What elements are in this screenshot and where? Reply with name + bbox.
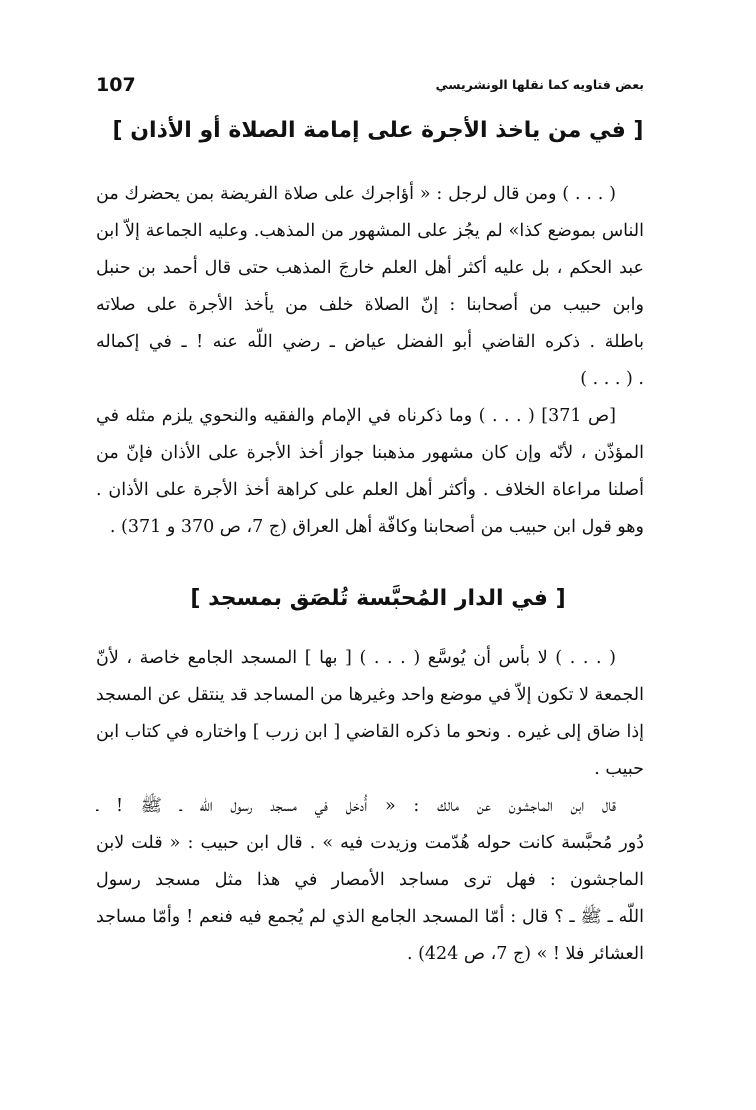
text-line: ( . . . ) لا بأس أن يُوسَّع ( . . . ) [ بها ] المسجد الجامع خاصة ، لأنّ [96, 648, 616, 668]
text-line: [ص 371] ( . . . ) وما ذكرناه في الإمام والفقيه والنحوي يلزم مثله في [96, 406, 616, 426]
page-number: 107 [96, 74, 136, 96]
section-title-wages-for-imamate: [ في من ياخذ الأجرة على إمامة الصلاة أو الأذان ] [112, 118, 644, 143]
text-line: . ( . . . ) [580, 369, 644, 389]
text-line: ( . . . ) ومن قال لرجل : « أؤاجرك على صلاة الفريضة بمن يحضرك من [96, 184, 616, 204]
text-line: المؤذّن ، لأنّه وإن كان مشهور مذهبنا جواز أخذ الأجرة على الأذان فإنّ من [96, 443, 644, 463]
paragraph-ibn-majishun [96, 788, 644, 973]
text-line: الناس بموضع كذا» لم يجُز على المشهور من المذهب. وعليه الجماعة إلاّ ابن [96, 221, 644, 241]
text-line: اللّه ـ ﷺ ـ ؟ قال : أمّا المسجد الجامع الذي لم يُجمع فيه فنعم ! وأمّا مساجد [96, 907, 644, 927]
text-line: قال ابن الماجشون عن مالك : « أُدخل في مسجد رسول اللّه ـ ﷺ ! ـ [96, 796, 616, 816]
paragraph-wages-for-adhan [96, 398, 644, 546]
running-head: بعض فتاويه كما نقلها الونشريسي [435, 77, 644, 92]
paragraph-wages-for-prayer [96, 176, 644, 398]
page-header [96, 74, 644, 98]
text-line: عبد الحكم ، بل عليه أكثر أهل العلم خارجَ المذهب حتى قال أحمد بن حنبل [96, 258, 644, 278]
text-line: وابن حبيب من أصحابنا : إنّ الصلاة خلف من يأخذ الأجرة على صلاته [96, 295, 644, 315]
section-title-endowed-house: [ في الدار المُحبَّسة تُلصَق بمسجد ] [190, 586, 566, 611]
text-line: حبيب . [594, 759, 644, 779]
paragraph-expanding-mosque [96, 640, 644, 788]
text-line: دُور مُحبَّسة كانت حوله هُدّمت وزيدت فيه » . قال ابن حبيب : « قلت لابن [96, 833, 644, 853]
text-line: الماجشون : فهل ترى مساجد الأمصار في هذا مثل مسجد رسول [96, 870, 644, 890]
text-line: وهو قول ابن حبيب من أصحابنا وكافّة أهل العراق (ج 7، ص 370 و 371) . [109, 517, 644, 537]
text-line: أصلنا مراعاة الخلاف . وأكثر أهل العلم على كراهة أخذ الأجرة على الأذان . [96, 480, 644, 500]
text-line: الجمعة لا تكون إلاّ في موضع واحد وغيرها من المساجد قد ينتقل عن المسجد [96, 685, 644, 705]
text-line: باطلة . ذكره القاضي أبو الفضل عياض ـ رضي اللّه عنه ! ـ في إكماله [96, 332, 644, 352]
text-line: العشائر فلا ! » (ج 7، ص 424) . [406, 944, 644, 964]
text-line: إذا ضاق إلى غيره . ونحو ما ذكره القاضي [ ابن زرب ] واختاره في كتاب ابن [96, 722, 644, 742]
